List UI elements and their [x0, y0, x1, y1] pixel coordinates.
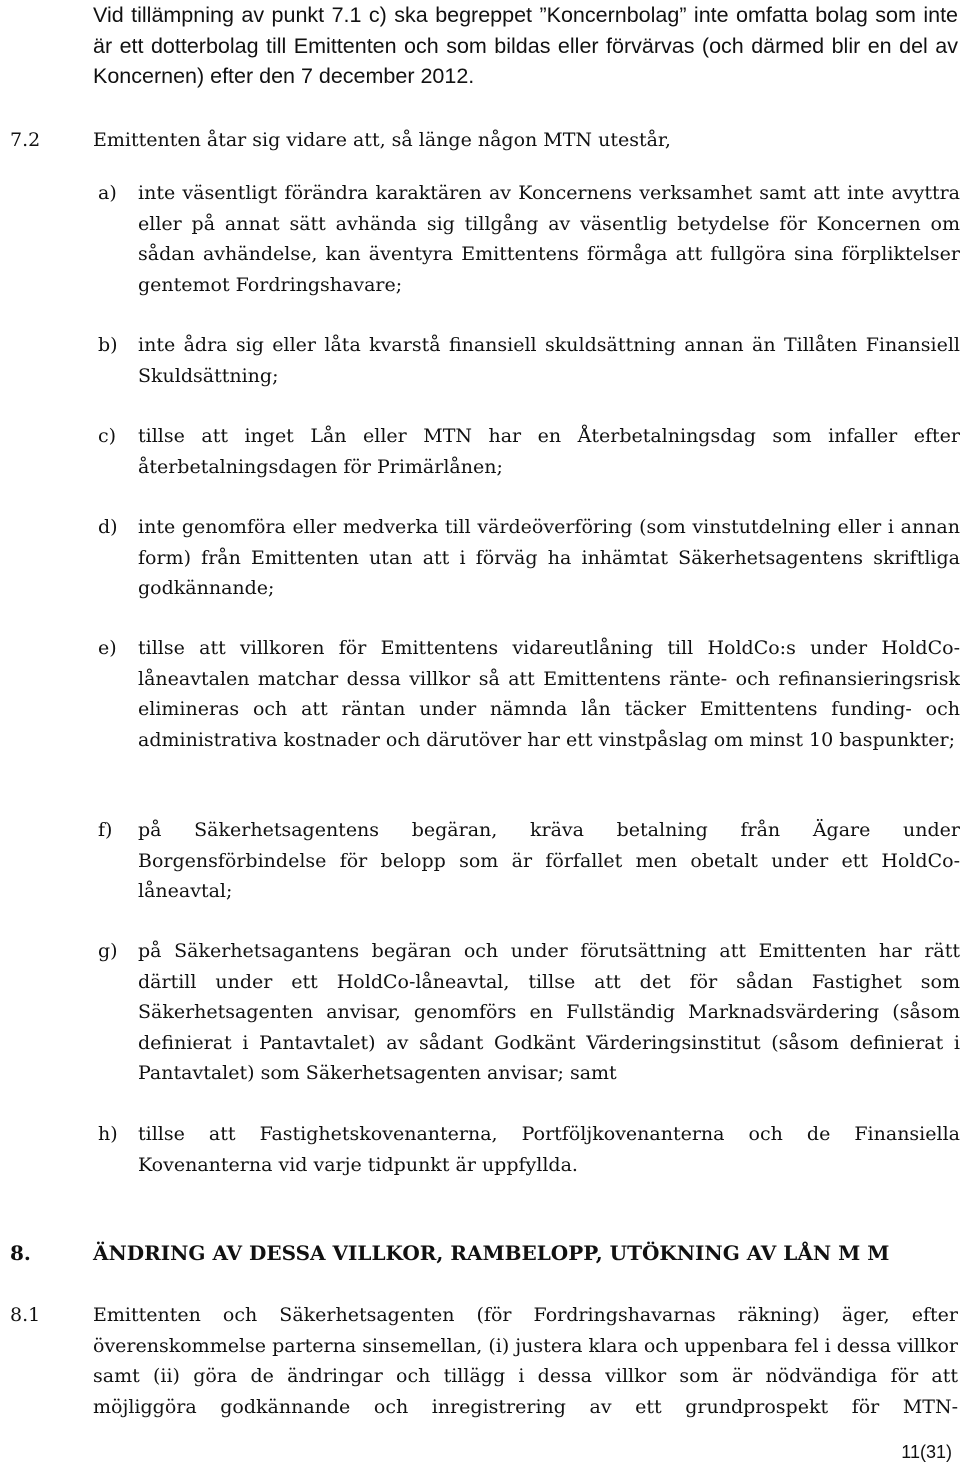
list-item-text: tillse att villkoren för Emittentens vidareutlåning till HoldCo:s under HoldCo-låneavtalen matchar dessa villkor så att Emittentens ränte- och refinansieringsrisk elimineras och att räntan under nämnda lån täcker Emittentens funding- och administrativa kostnader och därutöver har ett vinstpåslag om minst 10 baspunkter; [138, 637, 960, 751]
list-item-label: h) [98, 1123, 118, 1145]
list-item-g [98, 936, 960, 1089]
list-item-label: e) [98, 637, 117, 659]
list-item-label: a) [98, 182, 117, 204]
list-item-text: tillse att inget Lån eller MTN har en Återbetalningsdag som infaller efter återbetalningsdagen för Primärlånen; [138, 425, 960, 478]
list-item-b [98, 330, 960, 391]
list-item-h [98, 1119, 960, 1180]
section-8-number: 8. [10, 1241, 31, 1265]
list-item-label: d) [98, 516, 118, 538]
section-8-1-text: Emittenten och Säkerhetsagenten (för Fordringshavarnas räkning) äger, efter överenskommelse parterna sinsemellan, (i) justera klara och uppenbara fel i dessa villkor samt (ii) göra de ändringar och tillägg i dessa villkor som är nödvändiga för att möjliggöra godkännande och inregistrering av ett grundprospekt för MTN- [93, 1304, 958, 1418]
list-item-text: inte genomföra eller medverka till värdeöverföring (som vinstutdelning eller i annan form) från Emittenten utan att i förväg ha inhämtat Säkerhetsagentens skriftliga godkännande; [138, 516, 960, 599]
section-8-heading: ÄNDRING AV DESSA VILLKOR, RAMBELOPP, UTÖKNING AV LÅN M M [93, 1241, 890, 1265]
section-number-7-2: 7.2 [10, 129, 41, 151]
list-item-f [98, 815, 960, 907]
list-item-c [98, 421, 960, 482]
section-number-8-1: 8.1 [10, 1304, 41, 1326]
list-item-label: f) [98, 819, 113, 841]
page-number: 11(31) [901, 1442, 952, 1462]
list-item-d [98, 512, 960, 604]
list-item-text: tillse att Fastighetskovenanterna, Portföljkovenanterna och de Finansiella Kovenanterna vid varje tidpunkt är uppfyllda. [138, 1123, 960, 1176]
list-item-text: inte väsentligt förändra karaktären av Koncernens verksamhet samt att inte avyttra eller på annat sätt avhända sig tillgång av väsentlig betydelse för Koncernen om sådan avhändelse, kan äventyra Emittentens förmåga att fullgöra sina förpliktelser gentemot Fordringshavare; [138, 182, 960, 296]
list-item-text: på Säkerhetsagantens begäran och under förutsättning att Emittenten har rätt därtill under ett HoldCo-låneavtal, tillse att det för sådan Fastighet som Säkerhetsagenten anvisar, genomförs en Fullständig Marknadsvärdering (såsom definierat i Pantavtalet) av sådant Godkänt Värderingsinstitut (såsom definierat i Pantavtalet) som Säkerhetsagenten anvisar; samt [138, 940, 960, 1084]
section-7-2-text: Emittenten åtar sig vidare att, så länge någon MTN utestår, [93, 129, 671, 151]
list-item-label: b) [98, 334, 118, 356]
intro-paragraph: Vid tillämpning av punkt 7.1 c) ska begreppet ”Koncernbolag” inte omfatta bolag som inte är ett dotterbolag till Emittenten och som bildas eller förvärvas (och därmed blir en del av Koncernen) efter den 7 december 2012. [93, 3, 958, 88]
list-item-label: g) [98, 940, 118, 962]
list-item-e [98, 633, 960, 755]
list-item-a [98, 178, 960, 300]
list-item-label: c) [98, 425, 117, 447]
list-item-text: på Säkerhetsagentens begäran, kräva betalning från Ägare under Borgensförbindelse för belopp som är förfallet men obetalt under ett HoldCo-låneavtal; [138, 819, 960, 902]
list-item-text: inte ådra sig eller låta kvarstå finansiell skuldsättning annan än Tillåten Finansiell Skuldsättning; [138, 334, 960, 387]
